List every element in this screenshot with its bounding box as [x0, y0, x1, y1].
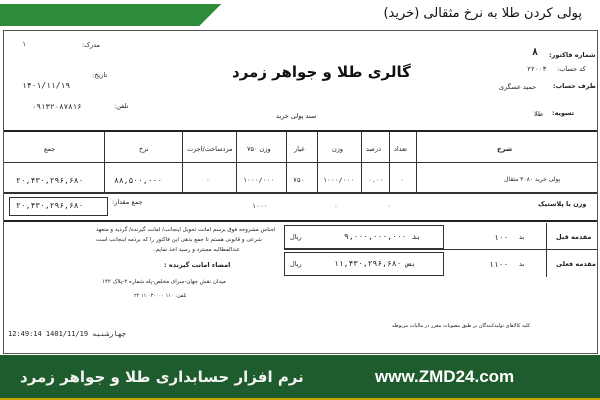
banner-accent-edge — [195, 4, 225, 26]
table-row-weight750: ۱۰۰۰/۰۰۰ — [243, 176, 275, 184]
totals-weight: ۱۰۰۰ — [252, 202, 268, 210]
banner-accent — [0, 4, 205, 26]
col-header-weight750: وزن ۷۵۰ — [247, 145, 271, 153]
totals-sum: ۲۰,۴۳۰,۲۹۶,۶۸۰ — [16, 201, 84, 210]
doc-value: ۱ — [22, 40, 26, 48]
prev-unit: ریال — [290, 233, 302, 241]
totals-row — [4, 193, 597, 222]
signature-label: امضاء امانت گیرنده : — [164, 261, 231, 269]
settlement-box — [284, 223, 597, 281]
note-line-3: عندالمطالبه مسترد و رسید اخذ نمایم. — [154, 247, 241, 253]
final-balance-label: مقدمه فعلی — [556, 260, 596, 268]
invoice-number: ۸ — [532, 47, 539, 58]
counterparty-name: حمید عسگری — [499, 83, 537, 91]
counterparty-label: طرف حساب: — [553, 82, 596, 90]
note-line-2: شرعی و قانونی هستم تا جمع بدهی این فاکتور را که برذمه اینجانب است — [96, 237, 262, 243]
table-row-percent: ۰.۰۰ — [368, 176, 384, 184]
note-line-1: اجناس مشروحه فوق برسم امانت تحویل اینجانب/ امانت گیرنده/ گردید و متعهد — [96, 227, 276, 233]
final-unit: ریال — [290, 260, 302, 268]
prev-balance-label: مقدمه قبل — [556, 233, 592, 241]
col-header-total: جمع — [44, 145, 56, 153]
table-row-weight: ۱۰۰۰/۰۰۰ — [323, 176, 355, 184]
doc-label: مدرک: — [82, 41, 101, 49]
prev-bed-value: ۱۰۰ — [494, 233, 509, 242]
shop-phones: تلفن: ۱۱۰ ۰۳۰۰۰۰ ۱۱ ۲۲ — [134, 293, 187, 299]
col-header-karat: عیار — [294, 145, 305, 153]
col-header-description: شرح — [497, 145, 513, 153]
prev-bed-label: بد — [519, 233, 525, 241]
totals-plastic-label: وزن با پلاستیک — [538, 200, 587, 208]
col-header-fee: مزدساخت/اجرت — [187, 145, 233, 153]
prev-amount: بد ۹,۰۰۰,۰۰۰,۰۰۰ — [344, 232, 422, 241]
totals-zero-1: ۰ — [334, 202, 338, 210]
print-time: 12:49:14 1401/11/19 چهارشنبه — [8, 330, 127, 338]
totals-zero-2: ۰ — [387, 202, 391, 210]
final-amount: بس ۱۱,۴۳۰,۲۹۶,۶۸۰ — [334, 259, 416, 268]
account-code: ۲۲۰۰۳ — [527, 65, 547, 73]
settlement-type-label: تسویه: — [552, 109, 575, 117]
final-bed-label: بد — [519, 260, 525, 268]
account-code-label: کد حساب: — [557, 65, 586, 73]
settlement-type: طلا — [534, 110, 544, 118]
table-row-total: ۲۰,۴۳۰,۲۹۶,۶۸۰ — [16, 176, 84, 185]
shop-address: میدان نقش جهان-سرای مخلص-پله شماره ۲-پلاک ۱۴۲ — [102, 279, 226, 285]
col-header-weight: وزن — [332, 145, 344, 153]
final-bed-value: ۱۱۰۰ — [489, 260, 509, 269]
gallery-name: گالری طلا و جواهر زمرد — [232, 63, 411, 81]
table-row-rate: ۸۸,۵۰۰,۰۰۰ — [114, 176, 163, 185]
col-header-percent: درصد — [366, 145, 381, 153]
date-value: ۱۴۰۱/۱۱/۱۹ — [22, 81, 71, 90]
table-row-fee: ۰ — [206, 176, 210, 184]
invoice-number-label: شماره فاکتور: — [549, 51, 596, 59]
doc-type: سند پولی خرید — [276, 112, 317, 120]
table-row-description: پولی خرید ۳۰۸۰ مثقال — [504, 176, 561, 183]
phone-value: ۰۹۱۳۲۰۸۷۸۱۶ — [32, 102, 82, 111]
banner-title: پولی کردن طلا به نرخ مثقالی (خرید) — [383, 6, 582, 21]
col-header-count: تعداد — [394, 145, 408, 153]
totals-sum-label: جمع مقدار: — [112, 198, 143, 206]
table-row-karat: ۷۵۰ — [293, 176, 305, 184]
footer-title: نرم افزار حسابداری طلا و جواهر زمرد — [20, 368, 304, 386]
items-table — [4, 130, 597, 193]
col-header-rate: نرخ — [139, 145, 149, 153]
invoice-document — [3, 30, 598, 354]
phone-label: تلفن: — [114, 102, 129, 110]
date-label: تاریخ: — [92, 71, 108, 79]
legal-note: کلیه کالاهای تولیدکنندگان بر طبق مصوبات مقرر در مالیات مربوطه — [392, 323, 531, 329]
website-link[interactable]: www.ZMD24.com — [375, 367, 515, 386]
table-row-count: ۰ — [400, 176, 404, 184]
